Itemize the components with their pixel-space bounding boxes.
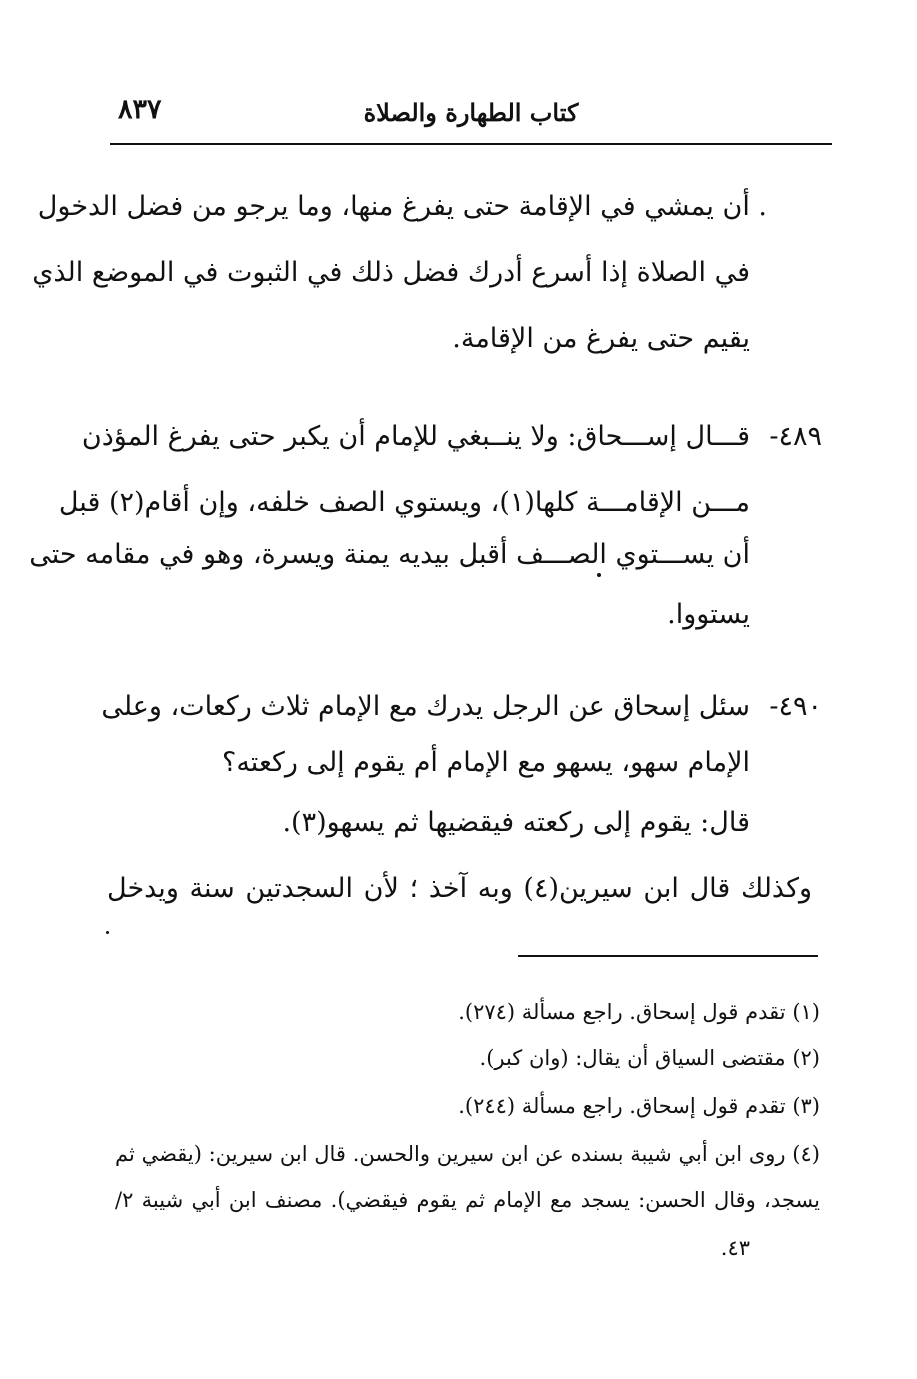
issue-489-line-3: أن يســـتوي الصـــف أقبل بيديه يمنة ويسرة، وهو في مقامه حتى <box>29 539 750 570</box>
stray-dot-2 <box>106 931 109 934</box>
footnote-4-line-1: (٤) روى ابن أبي شيبة بسنده عن ابن سيرين والحسن. قال ابن سيرين: (يقضي ثم <box>115 1142 820 1166</box>
issue-490-line-3: قال: يقوم إلى ركعته فيقضيها ثم يسهو(٣). <box>282 807 750 838</box>
intro-line-2: في الصلاة إذا أسرع أدرك فضل ذلك في الثبوت في الموضع الذي <box>32 257 750 288</box>
footnote-4-line-3: ٤٣. <box>720 1236 750 1260</box>
footnote-rule <box>518 955 818 957</box>
header-rule <box>110 143 832 145</box>
stray-dot <box>597 573 601 577</box>
intro-line-1: . أن يمشي في الإقامة حتى يفرغ منها، وما يرجو من فضل الدخول <box>37 191 767 222</box>
running-title: كتاب الطهارة والصلاة <box>363 98 579 127</box>
issue-489-line-2: مـــن الإقامـــة كلها(١)، ويستوي الصف خلفه، وإن أقام(٢) قبل <box>58 487 750 518</box>
issue-489-line-1: قـــال إســـحاق: ولا ينــبغي للإمام أن يكبر حتى يفرغ المؤذن <box>81 421 750 452</box>
footnote-2: (٢) مقتضى السياق أن يقال: (وان كبر). <box>479 1046 820 1070</box>
issue-490-line-2: الإمام سهو، يسهو مع الإمام أم يقوم إلى ركعته؟ <box>222 747 750 778</box>
issue-489-number: ٤٨٩- <box>769 421 822 452</box>
footnote-4-line-2: يسجد، وقال الحسن: يسجد مع الإمام ثم يقوم فيقضي). مصنف ابن أبي شيبة ٢/ <box>115 1188 820 1212</box>
issue-490-number: ٤٩٠- <box>769 691 822 722</box>
issue-490-line-1: سئل إسحاق عن الرجل يدرك مع الإمام ثلاث ركعات، وعلى <box>101 691 750 722</box>
issue-490-line-4: وكذلك قال ابن سيرين(٤) وبه آخذ ؛ لأن السجدتين سنة ويدخل <box>107 873 812 904</box>
intro-line-3: يقيم حتى يفرغ من الإقامة. <box>452 323 750 354</box>
page-number: ٨٣٧ <box>118 94 162 125</box>
issue-489-line-4: يستووا. <box>667 599 750 630</box>
footnote-3: (٣) تقدم قول إسحاق. راجع مسألة (٢٤٤). <box>458 1094 820 1118</box>
footnote-1: (١) تقدم قول إسحاق. راجع مسألة (٢٧٤). <box>458 1000 820 1024</box>
page-header <box>110 94 832 134</box>
